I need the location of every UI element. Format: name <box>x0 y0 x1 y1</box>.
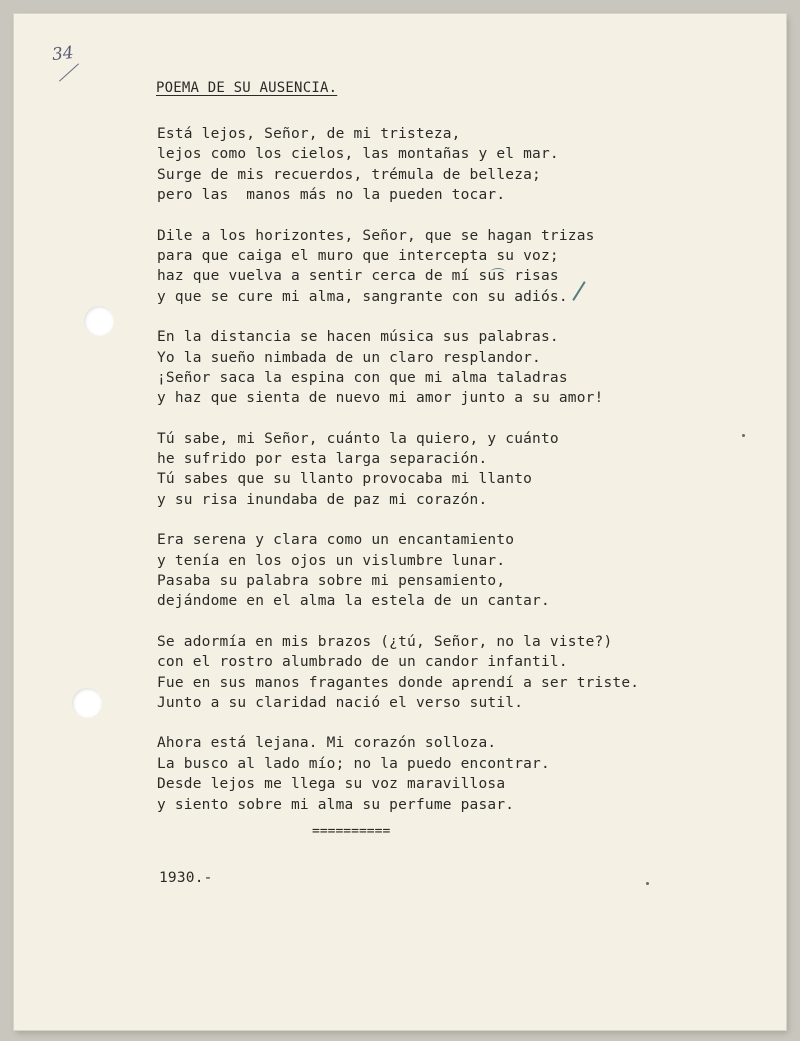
paper-speck <box>646 882 649 885</box>
stanza <box>157 124 777 206</box>
poem-title: POEMA DE SU AUSENCIA. <box>156 80 338 96</box>
poem-line: y tenía en los ojos un vislumbre lunar. <box>157 552 506 569</box>
poem-line: y su risa inundaba de paz mi corazón. <box>157 491 488 508</box>
stanza <box>157 733 777 815</box>
folio-pen-mark <box>59 63 79 81</box>
poem-line: he sufrido por esta larga separación. <box>157 451 488 468</box>
poem-line: pero las manos más no la pueden tocar. <box>157 187 506 204</box>
poem-line: Desde lejos me llega su voz maravillosa <box>157 776 506 793</box>
poem-line: y que se cure mi alma, sangrante con su adiós. <box>157 288 568 305</box>
poem-line: Ahora está lejana. Mi corazón solloza. <box>157 735 497 752</box>
poem-line: Yo la sueño nimbada de un claro resplandor. <box>157 349 541 366</box>
poem-line: La busco al lado mío; no la puedo encontrar. <box>157 755 550 772</box>
poem-line: Fue en sus manos fragantes donde aprendí a ser triste. <box>157 674 640 691</box>
stanza <box>157 530 777 612</box>
poem-line: ¡Señor saca la espina con que mi alma taladras <box>157 369 568 386</box>
poem-line: y siento sobre mi alma su perfume pasar. <box>157 796 515 813</box>
poem-body <box>157 124 777 835</box>
poem-date: 1930.- <box>159 870 213 886</box>
poem-line: Era serena y clara como un encantamiento <box>157 532 515 549</box>
pen-insertion-mark <box>490 268 506 277</box>
stanza <box>157 327 777 409</box>
poem-line: lejos como los cielos, las montañas y el mar. <box>157 146 559 163</box>
handwritten-folio-number: 34 <box>51 42 75 66</box>
stanza <box>157 226 777 308</box>
typed-page <box>14 14 786 1030</box>
poem-line: Tú sabes que su llanto provocaba mi llanto <box>157 471 533 488</box>
poem-line: con el rostro alumbrado de un candor infantil. <box>157 654 568 671</box>
poem-line: Pasaba su palabra sobre mi pensamiento, <box>157 573 506 590</box>
punch-hole-top <box>84 306 114 336</box>
poem-line: Junto a su claridad nació el verso sutil. <box>157 694 524 711</box>
stanza <box>157 429 777 511</box>
poem-line: y haz que sienta de nuevo mi amor junto a su amor! <box>157 390 604 407</box>
paper-speck <box>742 434 745 437</box>
poem-line: Se adormía en mis brazos (¿tú, Señor, no la viste?) <box>157 633 613 650</box>
poem-line: Tú sabe, mi Señor, cuánto la quiero, y cuánto <box>157 430 559 447</box>
poem-line: para que caiga el muro que intercepta su voz; <box>157 247 559 264</box>
stanza <box>157 632 777 714</box>
section-separator: ========== <box>312 824 391 839</box>
poem-line: Dile a los horizontes, Señor, que se hagan trizas <box>157 227 595 244</box>
poem-line: Está lejos, Señor, de mi tristeza, <box>157 126 461 142</box>
poem-line: Surge de mis recuerdos, trémula de belleza; <box>157 166 541 183</box>
poem-line: haz que vuelva a sentir cerca de mí sus risas <box>157 268 559 285</box>
poem-line: dejándome en el alma la estela de un cantar. <box>157 593 550 610</box>
poem-line: En la distancia se hacen música sus palabras. <box>157 329 559 346</box>
punch-hole-bottom <box>72 688 102 718</box>
